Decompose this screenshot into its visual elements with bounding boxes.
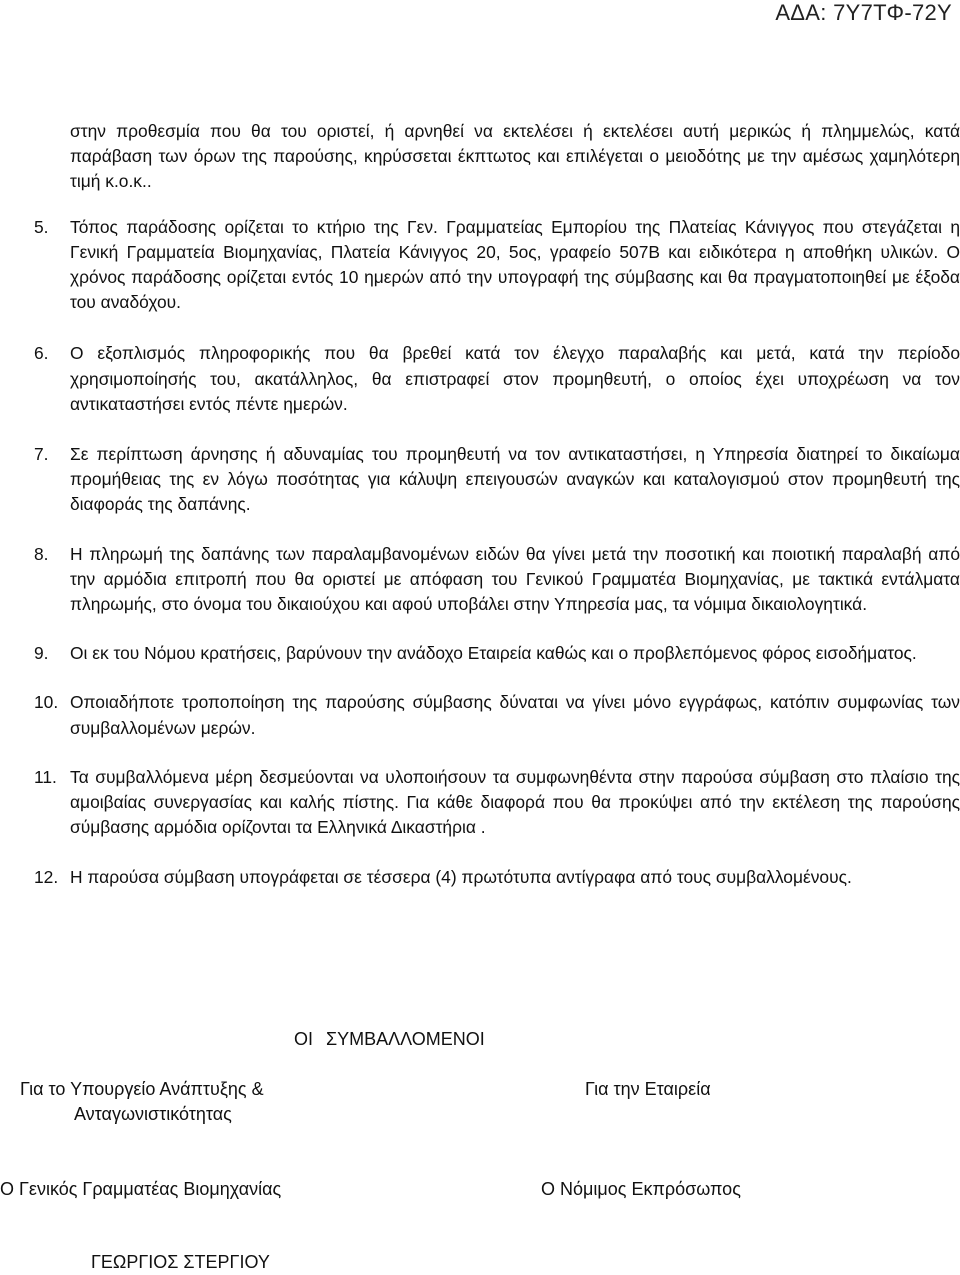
item-number: 6.	[34, 343, 49, 364]
item-text: Η παρούσα σύμβαση υπογράφεται σε τέσσερα (4) πρωτότυπα αντίγραφα από τους συμβαλλομένους.	[70, 867, 852, 888]
signatures-heading: ΟΙ ΣΥΜΒΑΛΛΟΜΕΝΟΙ	[294, 1029, 485, 1049]
list-item-10	[34, 690, 960, 740]
item-number: 10.	[34, 692, 59, 713]
item-text: Η πληρωμή της δαπάνης των παραλαμβανομένων ειδών θα γίνει μετά την ποσοτική και ποιοτική παραλαβή από την αρμόδια επιτροπή που θα οριστεί με απόφαση του Γενικού Γραμματέα Βιομηχανίας, με τακτικά εντάλματα πληρωμής, στο όνομα του δικαιούχου και αφού υποβάλει στην Υπηρεσία μας, τα νόμιμα δικαιολογητικά.	[70, 543, 960, 615]
right-party: Για την Εταιρεία	[585, 1079, 711, 1099]
ada-code: ΑΔΑ: 7Υ7ΤΦ-72Υ	[775, 0, 952, 25]
intro-paragraph: στην προθεσμία που θα του οριστεί, ή αρνηθεί να εκτελέσει ή εκτελέσει αυτή μερικώς ή πλημμελώς, κατά παράβαση των όρων της παρούσης, κηρύσσεται έκπτωτος και επιλέγεται ο μειοδότης με την αμέσως χαμηλότερη τιμή κ.ο.κ..	[70, 121, 960, 192]
right-signer-role: Ο Νόμιμος Εκπρόσωπος	[541, 1179, 741, 1199]
item-number: 5.	[34, 216, 49, 237]
item-number: 9.	[34, 643, 49, 664]
document-body	[34, 119, 960, 891]
item-number: 7.	[34, 444, 49, 465]
item-number: 12.	[34, 867, 59, 888]
list-item-6	[34, 341, 960, 417]
item-text: Τόπος παράδοσης ορίζεται το κτήριο της Γεν. Γραμματείας Εμπορίου της Πλατείας Κάνιγγος που στεγάζεται η Γενική Γραμματεία Βιομηχανίας, Πλατεία Κάνιγγος 20, 5ος, γραφείο 507Β και ειδικότερα η αποθήκη υλικών. Ο χρόνος παράδοσης ορίζεται εντός 10 ημερών από την υπογραφή της σύμβασης και θα πραγματοποιηθεί με έξοδα του αναδόχου.	[70, 216, 960, 313]
item-number: 11.	[34, 766, 57, 787]
item-text: Τα συμβαλλόμενα μέρη δεσμεύονται να υλοποιήσουν τα συμφωνηθέντα στην παρούσα σύμβαση στο πλαίσιο της αμοιβαίας συνεργασίας και καλής πίστης. Για κάθε διαφορά που θα προκύψει από την εκτέλεση της παρούσης σύμβασης αρμόδια ορίζονται τα Ελληνικά Δικαστήρια .	[70, 766, 960, 838]
list-item-9	[34, 641, 960, 666]
list-item-5	[34, 215, 960, 316]
item-number: 8.	[34, 543, 49, 564]
list-item-7	[34, 442, 960, 518]
left-signer-name: ΓΕΩΡΓΙΟΣ ΣΤΕΡΓΙΟΥ	[91, 1252, 270, 1272]
left-party-line1: Για το Υπουργείο Ανάπτυξης &	[20, 1079, 264, 1099]
item-text: Οποιαδήποτε τροποποίηση της παρούσης σύμβασης δύναται να γίνει μόνο εγγράφως, κατόπιν συμφωνίας των συμβαλλομένων μερών.	[70, 692, 960, 738]
item-text: Οι εκ του Νόμου κρατήσεις, βαρύνουν την ανάδοχο Εταιρεία καθώς και ο προβλεπόμενος φόρος εισοδήματος.	[70, 643, 917, 664]
list-item-12	[34, 865, 960, 890]
item-text: Ο εξοπλισμός πληροφορικής που θα βρεθεί κατά τον έλεγχο παραλαβής και μετά, κατά την περίοδο χρησιμοποίησής του, ακατάλληλος, θα επιστραφεί στον προμηθευτή, ο οποίος έχει υποχρέωση να τον αντικαταστήσει εντός πέντε ημερών.	[70, 343, 960, 414]
list-item-11	[34, 765, 960, 841]
item-text: Σε περίπτωση άρνησης ή αδυναμίας του προμηθευτή να τον αντικαταστήσει, η Υπηρεσία διατηρεί το δικαίωμα προμήθειας της εν λόγω ποσότητας για κάλυψη επειγουσών αναγκών και καταλογισμού στον προμηθευτή της διαφοράς της δαπάνης.	[70, 444, 960, 515]
left-party-line2: Ανταγωνιστικότητας	[74, 1104, 232, 1124]
left-signer-role: Ο Γενικός Γραμματέας Βιομηχανίας	[0, 1179, 282, 1199]
list-item-8	[34, 542, 960, 618]
